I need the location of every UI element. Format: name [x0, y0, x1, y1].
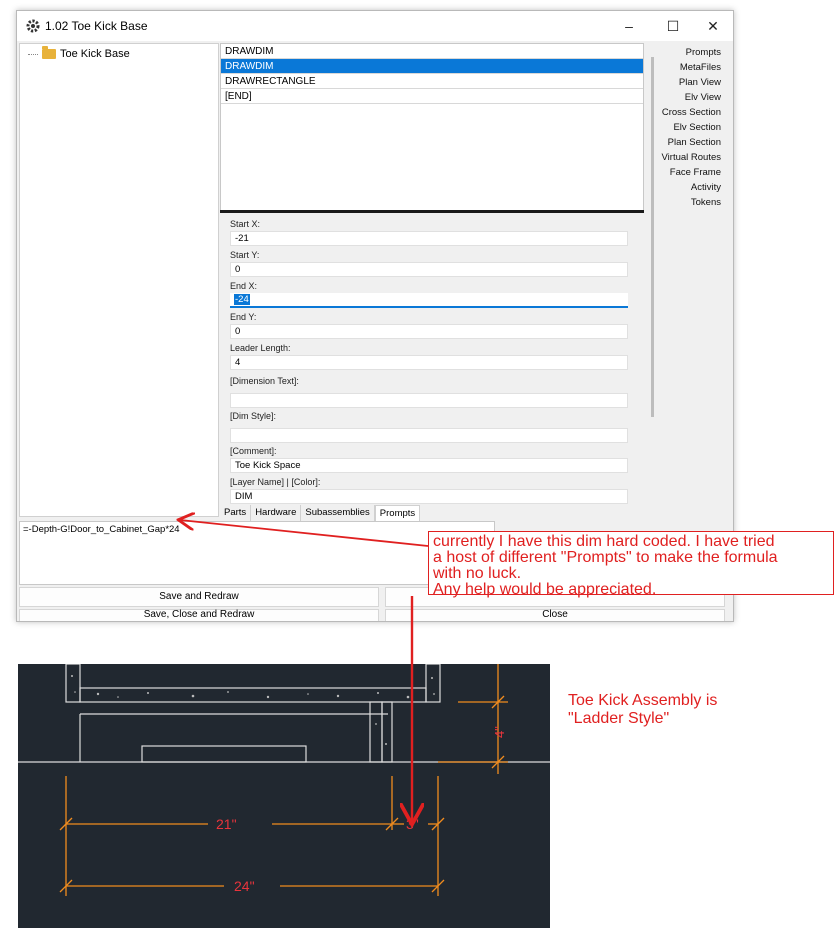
tab-metafiles[interactable]: MetaFiles	[679, 62, 721, 73]
layer-color-field	[230, 477, 628, 504]
layer-color-label: [Layer Name] | [Color]:	[230, 477, 321, 487]
start-y-input[interactable]: 0	[230, 262, 628, 277]
bottom-tabs	[220, 505, 420, 521]
annotation-callout	[428, 531, 834, 598]
cabinet-side-left	[66, 664, 80, 702]
dimension-lines	[60, 664, 508, 896]
assembly-tree	[19, 43, 219, 517]
operation-row[interactable]: DRAWDIM	[221, 44, 643, 59]
particle-texture	[71, 675, 435, 745]
layer-color-input[interactable]: DIM	[230, 489, 628, 504]
start-y-label: Start Y:	[230, 250, 260, 260]
folder-icon	[42, 49, 56, 59]
tab-hardware[interactable]: Hardware	[251, 505, 301, 521]
minimize-button[interactable]: –	[625, 18, 633, 34]
window-title: 1.02 Toe Kick Base	[45, 19, 148, 33]
comment-field	[230, 446, 628, 473]
operation-row-selected[interactable]: DRAWDIM	[221, 59, 643, 74]
start-x-input[interactable]: -21	[230, 231, 628, 246]
annotation-line: currently I have this dim hard coded. I have tried	[433, 533, 775, 550]
start-x-field	[230, 219, 628, 246]
title-bar	[17, 11, 733, 41]
dim-text-24: 24"	[234, 878, 255, 894]
tree-item-label: Toe Kick Base	[60, 48, 130, 60]
cad-drawing	[18, 664, 550, 928]
cad-svg	[18, 664, 550, 928]
dim-style-input[interactable]	[230, 428, 628, 443]
leader-length-field	[230, 343, 628, 370]
operation-row[interactable]: [END]	[221, 89, 643, 104]
close-window-button[interactable]: ✕	[707, 18, 719, 34]
tab-parts[interactable]: Parts	[220, 505, 251, 521]
start-x-label: Start X:	[230, 219, 261, 229]
comment-input[interactable]: Toe Kick Space	[230, 458, 628, 473]
dim-text-4: 4"	[492, 726, 507, 738]
operation-properties	[220, 213, 644, 503]
tab-elv-section[interactable]: Elv Section	[673, 122, 721, 133]
side-note-line: "Ladder Style"	[568, 710, 670, 727]
cabinet-bottom	[80, 688, 426, 702]
tab-subassemblies[interactable]: Subassemblies	[301, 505, 374, 521]
side-note	[568, 692, 717, 728]
annotation-line: Any help would be appreciated.	[433, 581, 657, 598]
tab-elv-view[interactable]: Elv View	[684, 92, 721, 103]
dim-style-label: [Dim Style]:	[230, 411, 277, 421]
dimension-text-input[interactable]	[230, 393, 628, 408]
tree-connector	[28, 54, 38, 55]
toe-kick-front-post-a	[370, 702, 382, 762]
formula-editor[interactable]: =-Depth-G!Door_to_Cabinet_Gap*24	[19, 521, 495, 585]
end-x-label: End X:	[230, 281, 258, 291]
tab-prompts-bottom[interactable]: Prompts	[375, 505, 420, 521]
leader-length-input[interactable]: 4	[230, 355, 628, 370]
side-note-line: Toe Kick Assembly is	[568, 692, 718, 709]
dimension-text-field	[230, 376, 628, 408]
comment-label: [Comment]:	[230, 446, 277, 456]
tab-virtual-routes[interactable]: Virtual Routes	[661, 152, 721, 163]
save-close-and-redraw-button[interactable]: Save, Close and Redraw	[19, 609, 379, 621]
toe-kick-cleat	[142, 746, 306, 762]
save-and-redraw-button[interactable]: Save and Redraw	[19, 587, 379, 607]
cabinet-side-right	[426, 664, 440, 702]
end-x-field	[230, 281, 628, 308]
annotation-line: a host of different "Prompts" to make the formula	[433, 549, 778, 566]
operation-row[interactable]: DRAWRECTANGLE	[221, 74, 643, 89]
side-tabs	[661, 45, 723, 208]
tree-item-toe-kick-base[interactable]	[28, 48, 130, 60]
tab-face-frame[interactable]: Face Frame	[669, 167, 721, 178]
dim-style-field	[230, 411, 628, 443]
tab-plan-view[interactable]: Plan View	[678, 77, 721, 88]
annotation-line: with no luck.	[433, 565, 522, 582]
operations-list	[220, 43, 644, 211]
dim-text-3: 3"	[406, 816, 419, 832]
end-x-selected-text: -24	[235, 294, 249, 305]
tab-prompts[interactable]: Prompts	[685, 47, 721, 58]
tab-cross-section[interactable]: Cross Section	[661, 107, 721, 118]
end-x-input[interactable]	[230, 293, 628, 308]
end-y-input[interactable]: 0	[230, 324, 628, 339]
start-y-field	[230, 250, 628, 277]
toe-kick-front-post-b	[382, 702, 392, 762]
maximize-button[interactable]: ☐	[666, 18, 680, 34]
gear-icon	[25, 18, 41, 34]
vertical-scrollbar[interactable]	[651, 57, 654, 417]
end-y-field	[230, 312, 628, 339]
dimension-text-label: [Dimension Text]:	[230, 376, 299, 386]
tab-activity-tokens[interactable]: Activity Tokens	[690, 182, 721, 208]
leader-length-label: Leader Length:	[230, 343, 291, 353]
dim-text-21: 21"	[216, 816, 237, 832]
close-button[interactable]: Close	[385, 609, 725, 621]
end-y-label: End Y:	[230, 312, 257, 322]
tab-plan-section[interactable]: Plan Section	[667, 137, 721, 148]
